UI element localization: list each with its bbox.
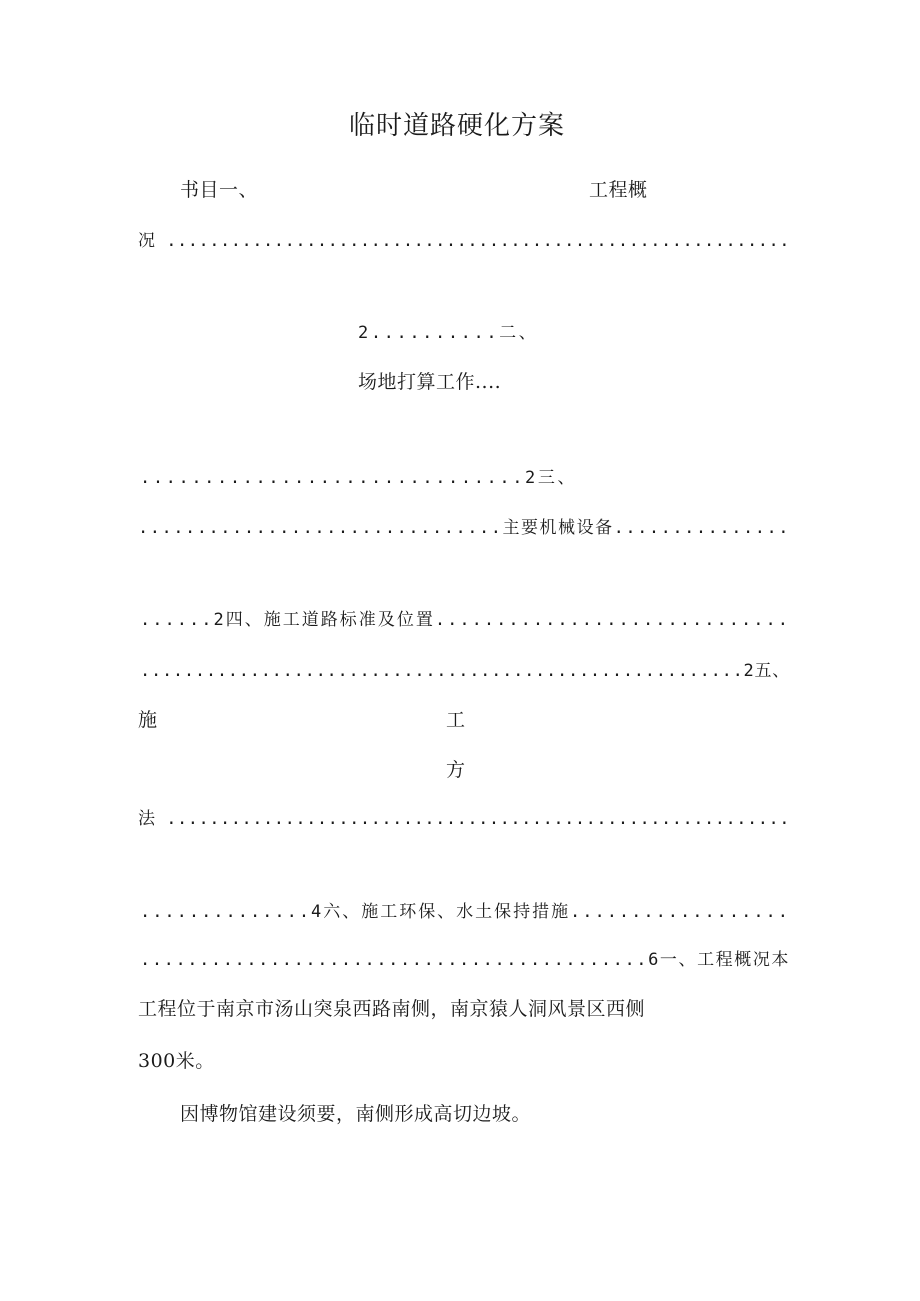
toc-line-10: 方: [446, 759, 466, 781]
toc-line-3: 2..........二、: [358, 323, 539, 343]
toc-line-2: 况 ..........................................................: [138, 231, 790, 251]
body-paragraph-1-line-1: 工程位于南京市汤山突泉西路南侧，南京猿人洞风景区西侧: [138, 998, 646, 1020]
toc-line-12: ..............4六、施工环保、水土保持措施..................: [140, 902, 790, 922]
toc-line-13: ...........................................6一、工程概况本: [140, 950, 790, 970]
toc-line-9-right: 工: [446, 709, 466, 731]
document-title: 临时道路硬化方案: [349, 111, 566, 141]
body-paragraph-2: 因博物馆建设须要，南侧形成高切边坡。: [180, 1103, 532, 1125]
body-paragraph-1-line-2: 300米。: [138, 1050, 215, 1072]
toc-line-5: ..............................2三、: [140, 468, 578, 488]
toc-line-9-left: 施: [138, 709, 158, 731]
toc-line-1-right: 工程概: [589, 179, 648, 201]
toc-line-6: ...............................主要机械设备...............: [138, 518, 790, 538]
toc-line-8: .......................................................2五、: [140, 661, 790, 681]
toc-line-1-left: 书目一、: [180, 179, 259, 201]
toc-line-4: 场地打算工作....: [358, 371, 502, 393]
toc-line-7: ......2四、施工道路标准及位置.............................: [140, 610, 790, 630]
toc-line-11: 法 ..........................................................: [138, 809, 790, 829]
